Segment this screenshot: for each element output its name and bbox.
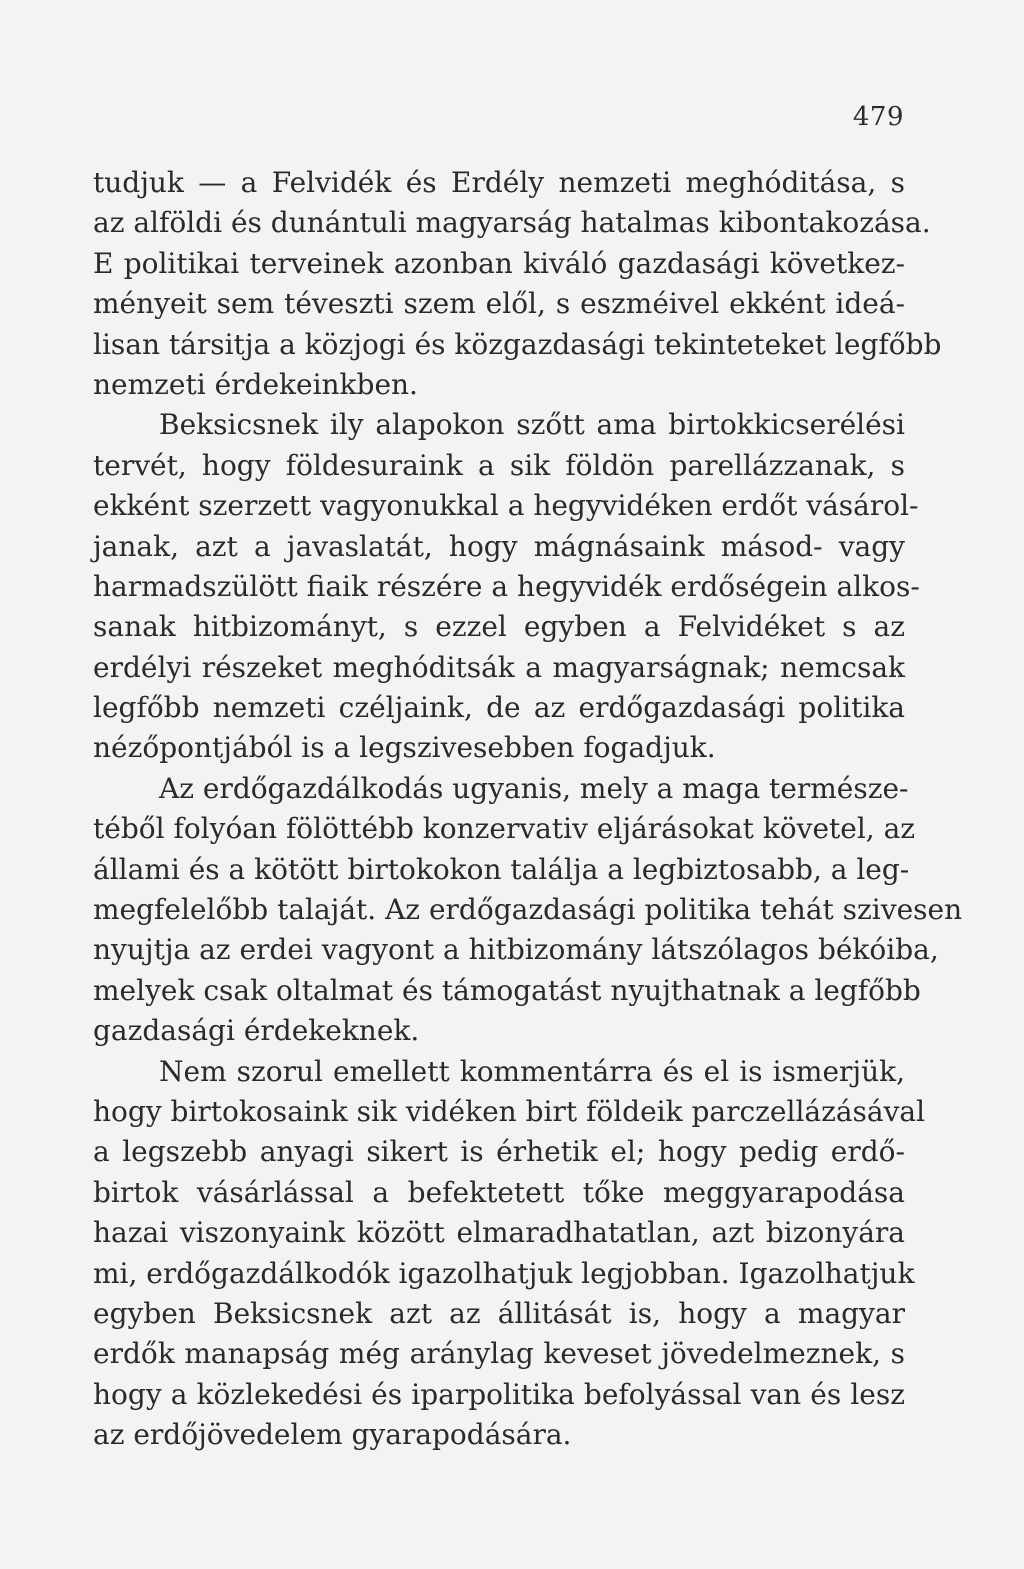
text-line: az alföldi és dunántuli magyarság hatalmas kibontakozása. <box>93 206 931 240</box>
text-line: ményeit sem téveszti szem elől, s eszméivel ekként ideá- <box>93 287 905 321</box>
text-line: téből folyóan fölöttébb konzervativ eljárásokat követel, az <box>93 812 916 846</box>
text-line: erdélyi részeket meghóditsák a magyarságnak; nemcsak <box>93 650 905 684</box>
body-text <box>93 163 963 1456</box>
text-line: Az erdőgazdálkodás ugyanis, mely a maga természe- <box>159 771 909 805</box>
text-line: tervét, hogy földesuraink a sik földön parellázzanak, s <box>93 448 905 482</box>
text-line: hazai viszonyaink között elmaradhatatlan, azt bizonyára <box>93 1216 905 1250</box>
text-line: birtok vásárlással a befektetett tőke meggyarapodása <box>93 1175 905 1209</box>
text-line: janak, azt a javaslatát, hogy mágnásaink másod- vagy <box>93 529 905 563</box>
text-line: állami és a kötött birtokokon találja a legbiztosabb, a leg- <box>93 852 910 886</box>
text-line: sanak hitbizományt, s ezzel egyben a Felvidéket s az <box>93 610 905 644</box>
text-line: Beksicsnek ily alapokon szőtt ama birtokkicserélési <box>159 408 905 442</box>
text-line: nemzeti érdekeinkben. <box>93 367 418 401</box>
text-line: hogy a közlekedési és iparpolitika befolyással van és lesz <box>93 1377 905 1411</box>
text-line: erdők manapság még aránylag keveset jövedelmeznek, s <box>93 1337 905 1371</box>
text-line: legfőbb nemzeti czéljaink, de az erdőgazdasági politika <box>93 691 905 725</box>
text-line: egyben Beksicsnek azt az állitását is, hogy a magyar <box>93 1296 905 1330</box>
page-number: 479 <box>852 102 904 132</box>
text-line: E politikai terveinek azonban kiváló gazdasági következ- <box>93 246 905 280</box>
text-line: a legszebb anyagi sikert is érhetik el; hogy pedig erdő- <box>93 1135 905 1169</box>
text-line: tudjuk — a Felvidék és Erdély nemzeti meghóditása, s <box>93 166 905 199</box>
text-line: nyujtja az erdei vagyont a hitbizomány látszólagos békóiba, <box>93 933 939 967</box>
text-line: melyek csak oltalmat és támogatást nyujthatnak a legfőbb <box>93 973 921 1007</box>
text-line: Nem szorul emellett kommentárra és el is ismerjük, <box>159 1054 905 1088</box>
text-line: hogy birtokosaink sik vidéken birt földeik parczellázásával <box>93 1094 926 1128</box>
text-line: gazdasági érdekeknek. <box>93 1014 420 1048</box>
text-line: mi, erdőgazdálkodók igazolhatjuk legjobban. Igazolhatjuk <box>93 1256 915 1290</box>
text-line: lisan társitja a közjogi és közgazdasági tekinteteket legfőbb <box>93 327 942 361</box>
text-line: harmadszülött fiaik részére a hegyvidék erdőségein alkos- <box>93 569 920 603</box>
text-line: nézőpontjából is a legszivesebben fogadjuk. <box>93 731 716 765</box>
text-line: megfelelőbb talaját. Az erdőgazdasági politika tehát szivesen <box>93 893 963 927</box>
text-line: az erdőjövedelem gyarapodására. <box>93 1418 572 1452</box>
text-line: ekként szerzett vagyonukkal a hegyvidéken erdőt vásárol- <box>93 489 919 523</box>
